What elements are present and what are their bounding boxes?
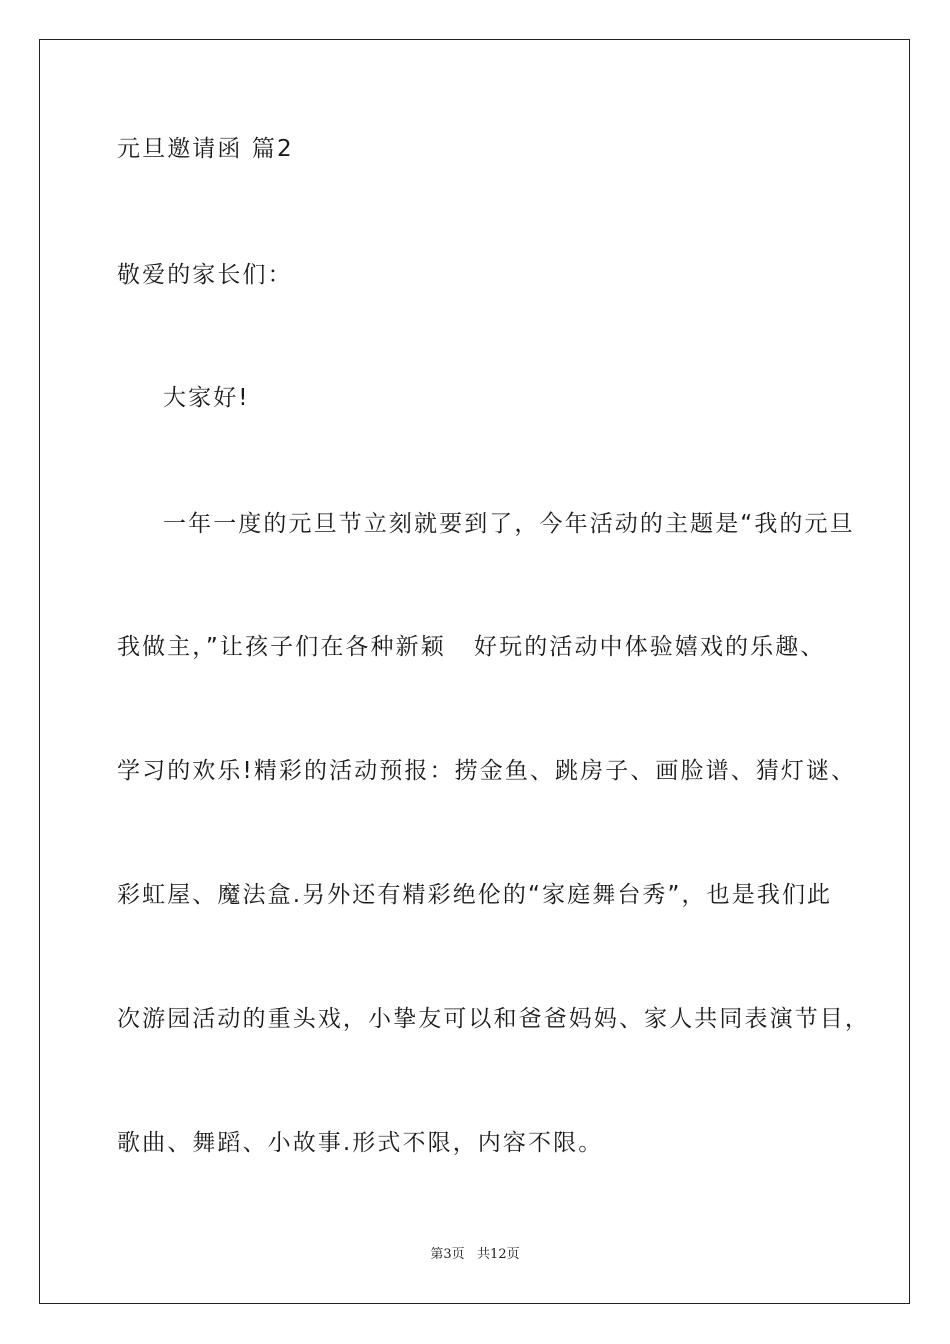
body-line-2: 我做主，”让孩子们在各种新颖 好玩的活动中体验嬉戏的乐趣、 xyxy=(117,634,826,660)
body-line-4: 彩虹屋、魔法盒.另外还有精彩绝伦的“家庭舞台秀”，也是我们此 xyxy=(117,882,833,908)
body-line-1: 一年一度的元旦节立刻就要到了，今年活动的主题是“我的元旦 xyxy=(163,511,855,537)
body-line-6: 歌曲、舞蹈、小故事.形式不限，内容不限。 xyxy=(117,1130,604,1156)
document-title: 元旦邀请函 篇2 xyxy=(117,136,294,162)
greeting: 大家好! xyxy=(163,385,250,411)
page-number-footer: 第3页 共12页 xyxy=(430,1247,520,1262)
body-line-5: 次游园活动的重头戏，小挚友可以和爸爸妈妈、家人共同表演节目， xyxy=(117,1006,870,1032)
body-line-3: 学习的欢乐!精彩的活动预报：捞金鱼、跳房子、画脸谱、猜灯谜、 xyxy=(117,758,857,784)
page-border xyxy=(39,39,910,1304)
salutation: 敬爱的家长们： xyxy=(117,262,293,288)
